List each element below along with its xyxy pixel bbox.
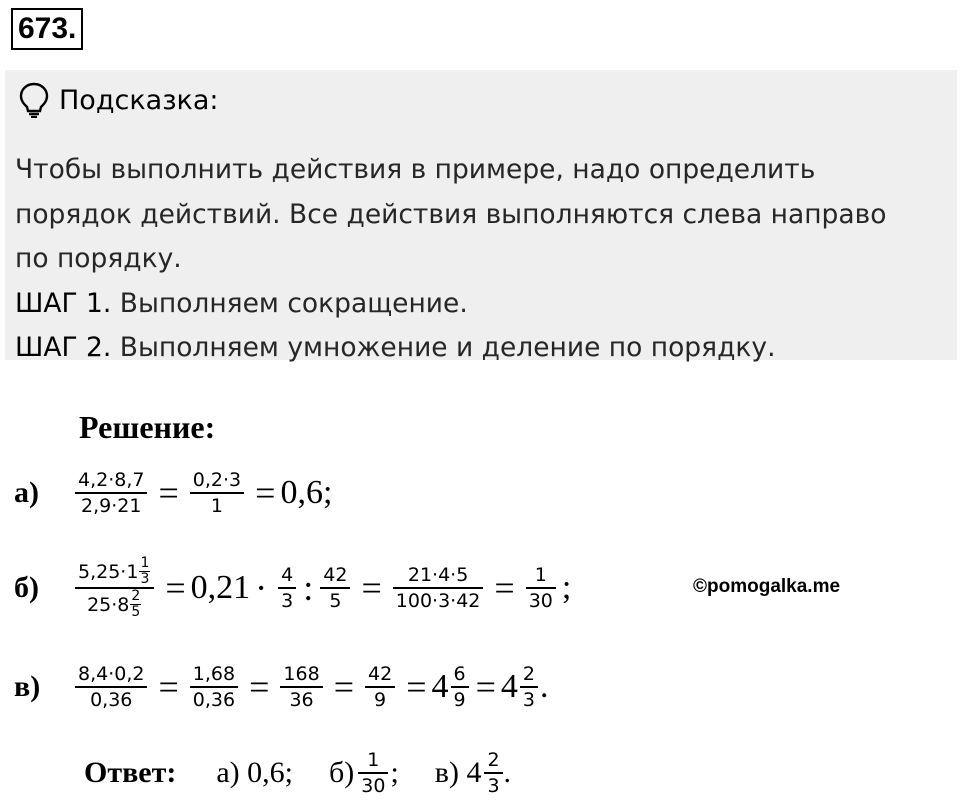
numerator: 2 <box>522 663 535 685</box>
answer-a <box>216 756 293 790</box>
denominator: 3 <box>522 689 535 711</box>
denominator-text: 25·8 <box>87 593 130 616</box>
step-text: Выполняем умножение и деление по порядку. <box>119 332 776 363</box>
result: 0,6; <box>280 474 333 511</box>
punctuation: ; <box>561 569 572 606</box>
mixed-number <box>501 662 540 712</box>
denominator: 3 <box>487 775 500 797</box>
solution-row-c <box>14 662 549 712</box>
answer-value: 0,6; <box>247 756 293 789</box>
fraction <box>75 468 147 518</box>
fraction <box>451 662 469 712</box>
denominator: 36 <box>289 689 314 711</box>
solution-row-b <box>14 556 571 620</box>
fraction <box>484 748 502 798</box>
fraction <box>190 662 238 712</box>
numerator: 2 <box>131 588 141 604</box>
hint-title <box>19 82 219 118</box>
row-label: б) <box>14 571 39 604</box>
fraction <box>75 556 154 620</box>
answer-b <box>329 748 399 798</box>
numerator <box>75 556 154 587</box>
denominator: 3 <box>140 571 150 587</box>
equals-sign: = <box>406 667 427 707</box>
fraction <box>365 662 395 712</box>
denominator: 5 <box>131 604 141 620</box>
equals-sign: = <box>158 667 179 707</box>
mixed-number <box>432 662 471 712</box>
numerator: 42 <box>323 564 348 586</box>
numerator: 1,68 <box>192 663 236 685</box>
step-text: Выполняем сокращение. <box>119 287 468 319</box>
hint-step-2 <box>15 326 950 371</box>
hint-line: порядок действий. Все действия выполняются слева направо <box>15 198 887 230</box>
numerator-text: 5,25·1 <box>78 560 139 583</box>
numerator: 42 <box>368 663 393 685</box>
equals-sign: = <box>494 568 515 608</box>
lightbulb-icon <box>19 82 49 118</box>
watermark: ©pomogalka.me <box>693 576 841 597</box>
denominator: 30 <box>361 775 386 797</box>
equals-sign: = <box>255 473 276 513</box>
denominator: 2,9·21 <box>81 495 142 517</box>
equals-sign: = <box>475 667 496 707</box>
fraction <box>520 662 538 712</box>
numerator: 1 <box>534 564 547 586</box>
whole-part: 4 <box>500 668 518 705</box>
small-fraction <box>139 556 150 587</box>
hint-step-1 <box>15 282 950 327</box>
denominator: 30 <box>528 590 553 612</box>
numerator: 21·4·5 <box>407 564 469 586</box>
fraction <box>190 468 244 518</box>
numerator: 6 <box>453 663 466 685</box>
answer-c <box>435 748 511 798</box>
equals-sign: = <box>361 568 382 608</box>
punctuation: . <box>503 756 512 789</box>
equals-sign: = <box>249 667 270 707</box>
problem-number: 673. <box>11 8 83 50</box>
hint-line: Чтобы выполнить действия в примере, надо определить <box>15 154 816 185</box>
numerator: 2 <box>487 749 500 771</box>
answer-label: а) <box>216 756 240 789</box>
denominator <box>84 589 145 620</box>
denominator: 1 <box>210 495 224 517</box>
whole-part: 4 <box>431 668 449 705</box>
denominator: 0,36 <box>90 689 133 711</box>
small-fraction <box>130 589 141 620</box>
hint-title-text: Подсказка: <box>59 84 219 116</box>
denominator: 3 <box>281 590 294 612</box>
step-label: ШАГ 2. <box>15 332 112 363</box>
numerator: 1 <box>140 555 150 571</box>
row-label: в) <box>14 670 41 703</box>
denominator: 5 <box>329 590 342 612</box>
numerator: 0,2·3 <box>192 469 242 491</box>
answer-label: в) <box>434 756 459 789</box>
hint-body <box>15 148 950 371</box>
numerator: 1 <box>367 749 380 771</box>
equals-sign: = <box>158 473 179 513</box>
fraction <box>320 563 350 613</box>
denominator: 9 <box>374 689 387 711</box>
equals-sign: = <box>165 568 186 608</box>
numerator: 4 <box>281 564 294 586</box>
solution-title: Решение: <box>79 409 216 445</box>
fraction <box>358 748 388 798</box>
solution-row-a <box>14 468 332 518</box>
fraction <box>75 662 147 712</box>
fraction <box>278 563 296 613</box>
numerator: 168 <box>283 663 320 685</box>
value: 0,21 <box>190 569 251 606</box>
punctuation: ; <box>390 756 399 789</box>
divide-sign: : <box>303 568 314 608</box>
answer-label: б) <box>328 756 355 789</box>
hint-line: по порядку. <box>15 243 182 274</box>
denominator: 100·3·42 <box>395 590 481 612</box>
punctuation: . <box>540 668 549 705</box>
fraction <box>280 662 322 712</box>
whole-part: 4 <box>466 756 482 789</box>
numerator: 4,2·8,7 <box>78 469 145 491</box>
denominator: 0,36 <box>192 689 236 711</box>
denominator: 9 <box>453 689 466 711</box>
fraction <box>526 563 556 613</box>
equals-sign: = <box>333 667 354 707</box>
hint-box <box>5 70 957 363</box>
answer-line <box>84 748 547 798</box>
multiply-sign: · <box>255 568 268 608</box>
answer-title: Ответ: <box>84 756 177 789</box>
fraction <box>393 563 484 613</box>
row-label: а) <box>14 476 39 509</box>
step-label: ШАГ 1. <box>15 287 112 319</box>
numerator: 8,4·0,2 <box>78 663 145 685</box>
